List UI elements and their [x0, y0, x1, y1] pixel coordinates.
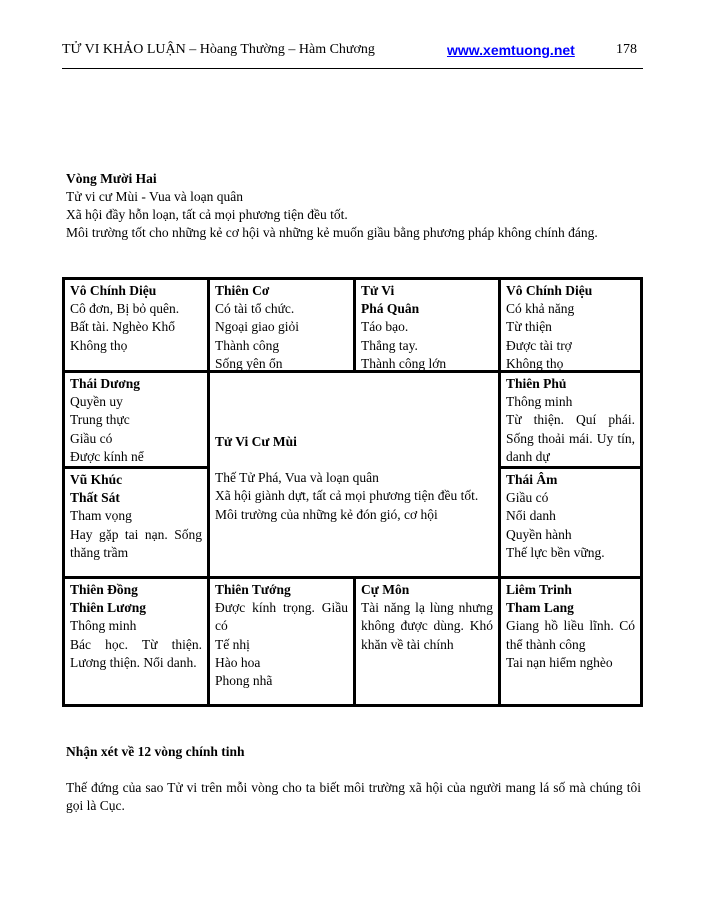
section-heading: Vòng Mười Hai	[66, 171, 157, 186]
palace-cell-bottom-4	[501, 579, 640, 704]
cell-text: Giầu có	[70, 430, 113, 446]
cell-text: Sống yên ổn	[215, 355, 283, 370]
star-name: Thiên Lương	[70, 600, 146, 616]
cell-text: Hay gặp tai nạn. Sống thăng trầm	[70, 526, 202, 560]
cell-text: Có khả năng	[506, 301, 575, 317]
section-heading: Nhận xét về 12 vòng chính tinh	[66, 744, 245, 759]
cell-text: Được kính trọng. Giầu có	[215, 600, 348, 634]
cell-text: Tài năng lạ lùng nhưng không được dùng. Khó khăn về tài chính	[361, 600, 493, 652]
cell-text: Giang hồ liều lĩnh. Có thể thành công	[506, 618, 635, 652]
star-name: Thiên Tướng	[215, 582, 291, 597]
cell-text: Quyền hành	[506, 526, 572, 542]
star-name: Thái Âm	[506, 472, 558, 487]
spacer	[66, 761, 641, 779]
cell-text: Hào hoa	[215, 654, 261, 670]
cell-text: Có tài tổ chức.	[215, 301, 295, 317]
star-name: Tử Vi	[361, 283, 395, 298]
star-name: Liêm Trinh	[506, 582, 572, 597]
palace-cell-right-lower	[501, 469, 640, 576]
page-number: 178	[616, 42, 637, 57]
grid-line	[498, 466, 640, 469]
palace-cell-right-upper	[501, 373, 640, 466]
cell-text: Từ thiện	[506, 319, 552, 335]
star-name: Thiên Cơ	[215, 283, 270, 298]
grid-line	[207, 280, 210, 704]
grid-line	[65, 370, 640, 373]
star-name: Phá Quân	[361, 301, 420, 317]
cell-text: Không thọ	[506, 355, 564, 370]
cell-text: Thông minh	[70, 618, 137, 634]
page-header	[62, 40, 643, 64]
palace-cell-bottom-2	[210, 579, 353, 704]
star-name: Vô Chính Diệu	[70, 283, 157, 298]
cell-text: Cô đơn, Bị bỏ quên.	[70, 301, 180, 317]
cell-text: Nổi danh	[506, 508, 556, 524]
cell-text: Tham vọng	[70, 508, 132, 524]
intro-section	[66, 170, 646, 242]
cell-text: Táo bạo.	[361, 319, 409, 335]
palace-grid	[62, 277, 643, 707]
star-name: Thất Sát	[70, 490, 120, 506]
cell-text: Được tài trợ	[506, 337, 572, 353]
cell-text: Thế lực bền vững.	[506, 544, 605, 560]
star-name: Thiên Đồng	[70, 582, 138, 597]
grid-line	[498, 280, 501, 704]
center-line: Xã hội giành dựt, tất cả mọi phương tiện đều tốt.	[215, 488, 479, 504]
star-name: Cự Môn	[361, 582, 410, 597]
grid-line	[353, 280, 356, 370]
star-name: Vũ Khúc	[70, 472, 123, 487]
palace-cell-left-lower	[65, 469, 207, 576]
cell-text: Không thọ	[70, 337, 128, 353]
palace-cell-top-3	[356, 280, 498, 370]
cell-text: Tai nạn hiểm nghèo	[506, 654, 613, 670]
star-name: Thiên Phủ	[506, 376, 567, 391]
intro-line: Xã hội đầy hỗn loạn, tất cả mọi phương tiện đều tốt.	[66, 207, 348, 222]
cell-text: Được kính nể	[70, 448, 144, 464]
spacer	[215, 451, 493, 469]
center-cell	[210, 373, 498, 576]
website-link[interactable]: www.xemtuong.net	[447, 42, 575, 58]
palace-cell-top-4	[501, 280, 640, 370]
center-line: Môi trường của những kẻ đón gió, cơ hội	[215, 506, 438, 522]
cell-text: Trung thực	[70, 412, 130, 428]
palace-cell-top-2	[210, 280, 353, 370]
commentary-section	[66, 743, 641, 815]
cell-text: Thành công lớn	[361, 355, 447, 370]
center-title: Tử Vi Cư Mùi	[215, 434, 297, 449]
cell-text: Quyền uy	[70, 394, 123, 410]
cell-text: Thông minh	[506, 394, 573, 410]
intro-line: Tử vi cư Mùi - Vua và loạn quân	[66, 189, 244, 204]
grid-line	[65, 576, 640, 579]
grid-line	[353, 576, 356, 704]
cell-text: Giầu có	[506, 490, 549, 506]
star-name: Tham Lang	[506, 600, 574, 616]
star-name: Thái Dương	[70, 376, 140, 391]
star-name: Vô Chính Diệu	[506, 283, 593, 298]
center-line: Thế Tử Phá, Vua và loạn quân	[215, 470, 379, 486]
cell-text: Thành công	[215, 337, 280, 353]
header-rule	[62, 68, 643, 69]
grid-line	[65, 466, 210, 469]
cell-text: Phong nhã	[215, 673, 273, 689]
cell-text: Bất tài. Nghèo Khổ	[70, 319, 175, 335]
cell-text: Từ thiện. Quí phái. Sống thoải mái. Uy tín, danh dự	[506, 412, 635, 464]
palace-cell-bottom-3	[356, 579, 498, 704]
palace-cell-left-upper	[65, 373, 207, 466]
cell-text: Bác học. Từ thiện. Lương thiện. Nổi danh.	[70, 636, 202, 670]
palace-cell-top-1	[65, 280, 207, 370]
cell-text: Ngoại giao giỏi	[215, 319, 299, 335]
cell-text: Tế nhị	[215, 636, 250, 652]
paragraph: Thế đứng của sao Tử vi trên mỗi vòng cho ta biết môi trường xã hội của người mang lá số mà chúng tôi gọi là Cục.	[66, 780, 641, 813]
palace-cell-bottom-1	[65, 579, 207, 704]
cell-text: Thẳng tay.	[361, 337, 418, 353]
book-title: TỬ VI KHẢO LUẬN – Hòang Thường – Hàm Chương	[62, 42, 375, 57]
intro-line: Môi trường tốt cho những kẻ cơ hội và những kẻ muốn giầu bằng phương pháp không chính đáng.	[66, 225, 598, 240]
